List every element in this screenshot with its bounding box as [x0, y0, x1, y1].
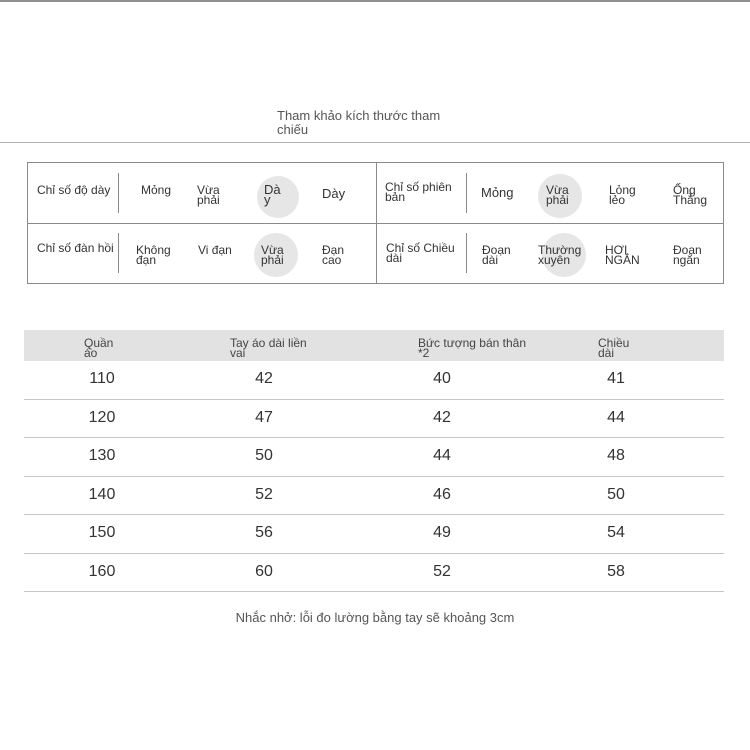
table-row [24, 554, 724, 593]
length-option-slightly-short: HƠI NGẮN [605, 243, 640, 267]
sleeve-cell: 52 [255, 485, 273, 503]
sleeve-cell: 47 [255, 408, 273, 426]
elasticity-separator [118, 233, 119, 273]
version-option-straight: Ống Thẳng [673, 183, 708, 207]
length-option-short: Đoạn ngắn [673, 243, 702, 267]
size-cell: 140 [88, 485, 116, 503]
title-divider [0, 142, 750, 143]
thickness-option-very-thick: Dày [322, 186, 346, 201]
size-cell: 150 [88, 524, 116, 541]
thickness-label: Chỉ số độ dày [37, 183, 111, 197]
elasticity-option-none: Không đạn [136, 243, 171, 267]
sleeve-cell: 56 [255, 524, 273, 541]
version-label: Chỉ số phiên bản [385, 180, 452, 204]
bust-cell: 40 [433, 370, 451, 387]
bust-cell: 49 [433, 524, 451, 541]
top-divider [0, 0, 750, 2]
table-row [24, 361, 724, 400]
header-length: Chiều dài [598, 336, 630, 360]
table-row [24, 438, 724, 477]
table-row [24, 477, 724, 516]
grid-column-divider [376, 163, 377, 283]
version-option-loose: Lỏng lẻo [609, 183, 636, 207]
size-table-header [24, 330, 724, 361]
length-cell: 41 [607, 370, 625, 387]
length-cell: 58 [607, 562, 625, 580]
sleeve-cell: 50 [255, 447, 273, 464]
size-cell: 130 [88, 447, 116, 464]
size-table [24, 330, 724, 592]
sleeve-cell: 42 [255, 370, 273, 387]
bust-cell: 52 [433, 562, 451, 580]
length-option-long: Đoạn dài [482, 243, 511, 267]
sleeve-cell: 60 [255, 562, 273, 580]
header-sleeve-length: Tay áo dài liền vai [230, 336, 307, 360]
thickness-option-thin: Mỏng [141, 183, 172, 197]
elasticity-option-high: Đạn cao [322, 243, 345, 267]
length-separator [466, 233, 467, 273]
size-cell: 120 [88, 408, 116, 426]
page-title: Tham khảo kích thước tham chiếu [277, 108, 441, 137]
attribute-grid [27, 162, 724, 284]
bust-cell: 46 [433, 485, 451, 503]
size-cell: 160 [88, 562, 116, 580]
length-cell: 44 [607, 408, 625, 426]
thickness-option-thick-selected: Dà y [264, 182, 281, 207]
elasticity-option-medium-selected: Vừa phải [261, 243, 284, 267]
measurement-note: Nhắc nhở: lỗi đo lường bằng tay sẽ khoảng 3cm [235, 610, 515, 625]
version-separator [466, 173, 467, 213]
version-option-regular-selected: Vừa phải [546, 183, 569, 207]
bust-cell: 44 [433, 447, 451, 464]
thickness-option-medium: Vừa phải [197, 183, 220, 207]
table-row [24, 400, 724, 439]
length-cell: 48 [607, 447, 625, 464]
length-label: Chỉ số Chiều dài [386, 241, 455, 265]
elasticity-label: Chỉ số đàn hồi [37, 241, 114, 255]
size-cell: 110 [89, 370, 115, 387]
length-cell: 50 [607, 485, 625, 503]
bust-cell: 42 [433, 408, 451, 426]
thickness-separator [118, 173, 119, 213]
length-cell: 54 [607, 524, 625, 541]
length-option-regular-selected: Thường xuyên [538, 243, 582, 267]
version-option-slim: Mỏng [481, 185, 514, 200]
header-size: Quần áo [84, 336, 114, 360]
table-row [24, 515, 724, 554]
elasticity-option-slight: Vi đạn [198, 243, 232, 257]
header-bust: Bức tượng bán thân *2 [418, 336, 526, 360]
